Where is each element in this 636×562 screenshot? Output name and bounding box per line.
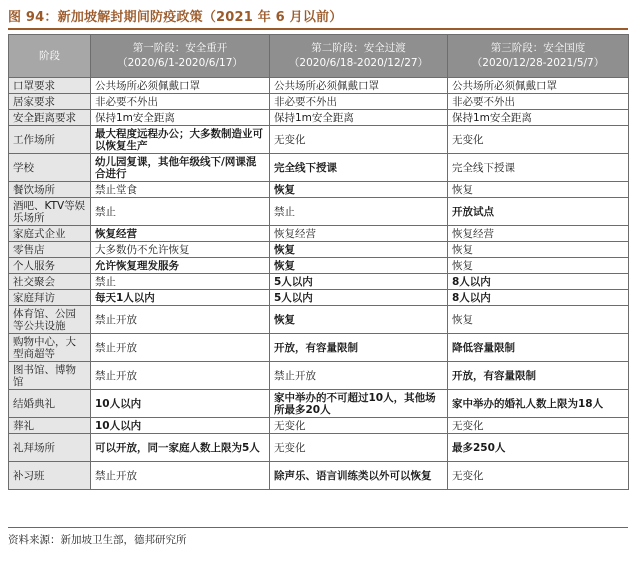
table-cell: 幼儿园复课，其他年级线下/网课混合进行 [91, 154, 270, 182]
row-label: 餐饮场所 [9, 182, 91, 198]
table-row [9, 290, 629, 306]
table-row [9, 110, 629, 126]
row-label: 家庭式企业 [9, 226, 91, 242]
table-cell: 开放，有容量限制 [448, 362, 629, 390]
table-row [9, 78, 629, 94]
row-label: 工作场所 [9, 126, 91, 154]
column-header-label: 第一阶段：安全重开 [132, 42, 228, 54]
row-label: 补习班 [9, 462, 91, 490]
table-cell: 8人以内 [448, 290, 629, 306]
table-cell: 恢复 [448, 182, 629, 198]
table-cell: 禁止 [91, 198, 270, 226]
table-row [9, 226, 629, 242]
table-cell: 禁止开放 [91, 362, 270, 390]
table-cell: 禁止开放 [91, 462, 270, 490]
table-cell: 公共场所必须佩戴口罩 [91, 78, 270, 94]
column-header-label: 第三阶段：安全国度 [490, 42, 586, 54]
table-cell: 可以开放，同一家庭人数上限为5人 [91, 434, 270, 462]
row-label: 家庭拜访 [9, 290, 91, 306]
table-cell: 恢复经营 [270, 226, 448, 242]
table-row [9, 306, 629, 334]
table-cell: 恢复 [270, 242, 448, 258]
row-label: 个人服务 [9, 258, 91, 274]
title-divider [8, 28, 628, 30]
row-label: 酒吧、KTV等娱乐场所 [9, 198, 91, 226]
column-header-dates: （2020/6/1-2020/6/17） [117, 57, 243, 69]
footer-divider [8, 527, 628, 528]
table-cell: 降低容量限制 [448, 334, 629, 362]
table-cell: 无变化 [448, 462, 629, 490]
table-cell: 保持1m安全距离 [448, 110, 629, 126]
table-row [9, 434, 629, 462]
table-cell: 每天1人以内 [91, 290, 270, 306]
table-cell: 家中举办的不可超过10人，其他场所最多20人 [270, 390, 448, 418]
column-header-phase-2 [270, 35, 448, 78]
table-row [9, 182, 629, 198]
table-cell: 禁止 [91, 274, 270, 290]
table-cell: 开放，有容量限制 [270, 334, 448, 362]
column-header-dates: （2020/12/28-2021/5/7） [471, 57, 605, 69]
column-header-phase-3 [448, 35, 629, 78]
table-cell: 5人以内 [270, 274, 448, 290]
table-cell: 无变化 [270, 126, 448, 154]
table-row [9, 94, 629, 110]
table-cell: 恢复 [448, 306, 629, 334]
table-cell: 无变化 [270, 418, 448, 434]
row-label: 结婚典礼 [9, 390, 91, 418]
table-cell: 非必要不外出 [448, 94, 629, 110]
table-cell: 公共场所必须佩戴口罩 [270, 78, 448, 94]
figure-title: 图 94：新加坡解封期间防疫政策（2021 年 6 月以前） [8, 10, 343, 25]
column-header-stage [9, 35, 91, 78]
table-cell: 恢复 [270, 182, 448, 198]
table-cell: 禁止开放 [270, 362, 448, 390]
policy-table [8, 34, 629, 490]
table-cell: 完全线下授课 [270, 154, 448, 182]
table-row [9, 362, 629, 390]
table-cell: 非必要不外出 [91, 94, 270, 110]
table-cell: 恢复 [448, 258, 629, 274]
table-cell: 无变化 [270, 434, 448, 462]
table-cell: 非必要不外出 [270, 94, 448, 110]
table-cell: 恢复经营 [448, 226, 629, 242]
table-cell: 允许恢复理发服务 [91, 258, 270, 274]
table-cell: 恢复 [448, 242, 629, 258]
row-label: 体育馆、公园等公共设施 [9, 306, 91, 334]
table-cell: 恢复经营 [91, 226, 270, 242]
table-row [9, 390, 629, 418]
column-header-dates: （2020/6/18-2020/12/27） [288, 57, 429, 69]
table-cell: 保持1m安全距离 [91, 110, 270, 126]
source-note: 资料来源：新加坡卫生部，德邦研究所 [8, 534, 187, 546]
table-header-row [9, 35, 629, 78]
column-header-phase-1 [91, 35, 270, 78]
table-cell: 除声乐、语言训练类以外可以恢复 [270, 462, 448, 490]
row-label: 安全距离要求 [9, 110, 91, 126]
table-cell: 8人以内 [448, 274, 629, 290]
table-cell: 恢复 [270, 306, 448, 334]
table-cell: 禁止开放 [91, 334, 270, 362]
table-cell: 10人以内 [91, 390, 270, 418]
table-cell: 10人以内 [91, 418, 270, 434]
table-row [9, 418, 629, 434]
column-header-label: 阶段 [39, 49, 60, 62]
column-header-label: 第二阶段：安全过渡 [311, 42, 406, 54]
table-cell: 完全线下授课 [448, 154, 629, 182]
table-cell: 开放试点 [448, 198, 629, 226]
table-cell: 禁止开放 [91, 306, 270, 334]
table-cell: 家中举办的婚礼人数上限为18人 [448, 390, 629, 418]
table-row [9, 462, 629, 490]
table-cell: 无变化 [448, 418, 629, 434]
table-cell: 公共场所必须佩戴口罩 [448, 78, 629, 94]
table-cell: 5人以内 [270, 290, 448, 306]
table-cell: 禁止堂食 [91, 182, 270, 198]
table-cell: 无变化 [448, 126, 629, 154]
table-row [9, 258, 629, 274]
row-label: 社交聚会 [9, 274, 91, 290]
row-label: 零售店 [9, 242, 91, 258]
row-label: 图书馆、博物馆 [9, 362, 91, 390]
row-label: 礼拜场所 [9, 434, 91, 462]
table-cell: 最多250人 [448, 434, 629, 462]
row-label: 葬礼 [9, 418, 91, 434]
table-row [9, 154, 629, 182]
table-row [9, 274, 629, 290]
row-label: 学校 [9, 154, 91, 182]
row-label: 居家要求 [9, 94, 91, 110]
table-cell: 恢复 [270, 258, 448, 274]
table-row [9, 198, 629, 226]
table-row [9, 334, 629, 362]
table-cell: 保持1m安全距离 [270, 110, 448, 126]
table-cell: 禁止 [270, 198, 448, 226]
table-row [9, 242, 629, 258]
row-label: 购物中心，大型商超等 [9, 334, 91, 362]
row-label: 口罩要求 [9, 78, 91, 94]
table-row [9, 126, 629, 154]
table-cell: 最大程度远程办公；大多数制造业可以恢复生产 [91, 126, 270, 154]
table-cell: 大多数仍不允许恢复 [91, 242, 270, 258]
